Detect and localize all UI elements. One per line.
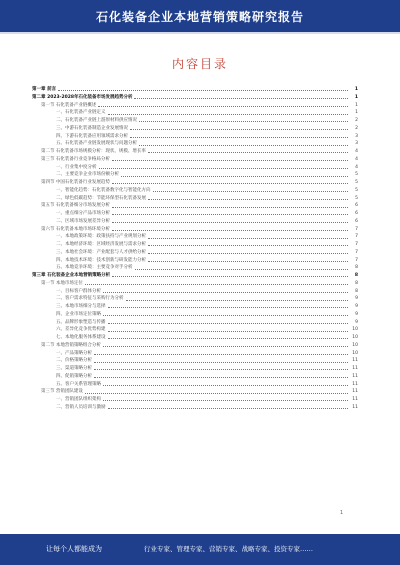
toc-entry-page: 7	[355, 234, 358, 240]
toc-leader-dots	[108, 114, 349, 115]
toc-entry[interactable]	[32, 156, 358, 164]
toc-entry-page: 11	[352, 373, 358, 379]
toc-leader-dots	[148, 261, 348, 262]
toc-entry[interactable]	[32, 388, 358, 396]
toc-entry[interactable]	[32, 226, 358, 234]
toc-entry-page: 7	[355, 242, 358, 247]
toc-entry[interactable]	[32, 86, 358, 94]
toc-entry-page: 10	[352, 342, 358, 348]
toc-entry-page: 7	[355, 226, 358, 232]
toc-leader-dots	[112, 230, 348, 231]
toc-entry-page: 8	[355, 288, 358, 294]
toc-entry-title: 二、石化装备产业链上游原材料供应情况	[56, 118, 137, 123]
toc-entry[interactable]	[32, 257, 358, 265]
toc-entry-title: 五、本地竞争环境：主要竞争对手分析	[56, 265, 133, 271]
toc-leader-dots	[108, 408, 349, 409]
toc-entry-title: 五、客户关系管理策略	[56, 381, 101, 387]
toc-entry-title: 三、本地市场细分与选择	[56, 304, 106, 309]
toc-entry[interactable]	[32, 210, 358, 218]
toc-entry-title: 第五节 石化装备细分市场发展分析	[41, 203, 110, 209]
toc-entry-title: 二、区域市场发展差异分析	[56, 218, 110, 224]
toc-leader-dots	[112, 207, 348, 208]
toc-leader-dots	[94, 377, 348, 378]
toc-entry-page: 1	[354, 87, 358, 92]
toc-entry-page: 1	[355, 110, 358, 116]
toc-entry-title: 第一节 本地市场定位	[41, 280, 83, 286]
toc-entry-page: 7	[355, 257, 358, 263]
toc-entry-page: 4	[355, 164, 358, 170]
toc-entry-title: 六、差异化竞争优势构建	[56, 327, 106, 333]
toc-entry[interactable]	[32, 381, 358, 389]
toc-entry-title: 四、下游石化装备应用领域需求分析	[56, 133, 128, 139]
toc-entry[interactable]	[32, 272, 358, 280]
toc-entry[interactable]	[32, 187, 358, 195]
toc-leader-dots	[139, 145, 348, 146]
toc-entry-page: 9	[355, 304, 358, 309]
toc-entry-title: 第二章 2023-2028年石化装备市场发展趋势分析	[32, 94, 133, 100]
toc-entry-page: 8	[354, 273, 358, 278]
toc-leader-dots	[108, 331, 349, 332]
toc-leader-dots	[112, 183, 348, 184]
toc-entry-page: 7	[355, 249, 358, 255]
toc-entry[interactable]	[32, 179, 358, 187]
toc-entry-title: 第一节 石化装备产业链概述	[41, 102, 97, 108]
toc-entry-title: 一、智能化趋势：石化装备数字化与智能化方向	[56, 187, 151, 193]
toc-entry-page: 9	[355, 296, 358, 302]
toc-entry[interactable]	[32, 342, 358, 350]
toc-entry-page: 6	[355, 211, 358, 216]
toc-entry-title: 第三节 营销团队建设	[41, 389, 83, 395]
toc-entry-page: 10	[352, 350, 358, 356]
toc-leader-dots	[112, 214, 348, 215]
toc-entry[interactable]	[32, 365, 358, 373]
toc-entry-title: 四、促销策略分析	[56, 373, 92, 379]
toc-entry-title: 三、本地社会环境：产业配套与人才供给分析	[56, 249, 146, 255]
toc-entry-title: 二、客户需求特征与采购行为分析	[56, 296, 124, 302]
toc-entry[interactable]	[32, 288, 358, 296]
toc-entry-page: 6	[355, 203, 358, 209]
toc-entry-title: 第三章 石化装备企业本地营销策略分析	[32, 273, 111, 278]
toc-entry-title: 二、绿色低碳趋势：节能环保型石化装备发展	[56, 195, 146, 201]
toc-entry-page: 8	[355, 265, 358, 271]
toc-entry-page: 9	[355, 311, 358, 317]
toc-entry-page: 5	[355, 172, 358, 178]
toc-entry-page: 11	[352, 389, 358, 395]
toc-leader-dots	[126, 300, 349, 301]
toc-entry[interactable]	[32, 218, 358, 226]
toc-entry[interactable]	[32, 311, 358, 319]
toc-entry-title: 一、行业集中度分析	[56, 164, 97, 170]
toc-entry-title: 三、渠道策略分析	[56, 366, 92, 371]
toc-entry-page: 3	[355, 133, 358, 139]
toc-leader-dots	[103, 346, 348, 347]
toc-entry-title: 二、本地经济环境：区域经济发展与需求分析	[56, 242, 146, 247]
toc-entry-title: 二、主要竞争企业市场份额分析	[56, 172, 119, 178]
header-divider	[0, 32, 400, 34]
toc-entry[interactable]	[32, 357, 358, 365]
toc-entry-page: 10	[352, 327, 358, 333]
toc-entry[interactable]	[32, 264, 358, 272]
toc-leader-dots	[148, 238, 348, 239]
toc-entry-page: 5	[355, 187, 358, 193]
toc-entry-page: 6	[355, 218, 358, 224]
toc-entry[interactable]	[32, 373, 358, 381]
toc-entry[interactable]	[32, 195, 358, 203]
page-number: 1	[340, 510, 344, 516]
toc-entry[interactable]	[32, 241, 358, 249]
toc-entry-page: 10	[352, 335, 358, 340]
toc-entry[interactable]	[32, 109, 358, 117]
toc-entry[interactable]	[32, 249, 358, 257]
toc-leader-dots	[108, 307, 349, 308]
toc-entry-title: 五、石化装备产业链发展现状与问题分析	[56, 141, 137, 147]
toc-leader-dots	[58, 90, 348, 91]
toc-entry[interactable]	[32, 280, 358, 288]
toc-entry[interactable]	[32, 125, 358, 133]
toc-entry-title: 四、本地技术环境：技术创新与研发能力分析	[56, 257, 146, 263]
toc-entry-title: 一、营销团队组织架构	[56, 397, 101, 402]
toc-entry-title: 一、本地政策环境：政策扶持与产业规划分析	[56, 234, 146, 240]
toc-entry[interactable]	[32, 171, 358, 179]
toc-leader-dots	[103, 400, 348, 401]
toc-leader-dots	[94, 354, 348, 355]
toc-entry-title: 二、价格策略分析	[56, 358, 92, 364]
toc-entry-page: 3	[355, 141, 358, 147]
toc-entry-title: 第四节 中国石化装备行业发展趋势	[41, 180, 110, 185]
toc-leader-dots	[130, 137, 348, 138]
toc-leader-dots	[103, 292, 348, 293]
toc-entry[interactable]	[32, 396, 358, 404]
toc-entry[interactable]	[32, 334, 358, 342]
toc-entry-title: 第二节 本地营销策略组合分析	[41, 342, 101, 348]
toc-entry[interactable]	[32, 319, 358, 327]
toc-entry-page: 1	[354, 94, 358, 100]
toc-entry-title: 一、重点细分产品市场分析	[56, 211, 110, 216]
toc-leader-dots	[85, 284, 348, 285]
report-title: 石化装备企业本地营销策略研究报告	[95, 10, 304, 24]
toc-entry-page: 11	[352, 366, 358, 371]
toc-leader-dots	[134, 98, 348, 99]
toc-entry-page: 11	[352, 404, 358, 410]
toc-heading: 内容目录	[171, 57, 228, 71]
toc-entry[interactable]	[32, 350, 358, 358]
toc-leader-dots	[148, 245, 348, 246]
toc-leader-dots	[108, 338, 349, 339]
toc-leader-dots	[94, 362, 348, 363]
toc-leader-dots	[112, 160, 348, 161]
toc-entry-page: 2	[355, 118, 358, 123]
toc-entry[interactable]	[32, 404, 358, 412]
footer-slogan-right: 行业专家、管理专家、营销专家、战略专家、投资专家……	[144, 545, 313, 553]
toc-entry-title: 七、本地化服务体系建设	[56, 335, 106, 340]
toc-entry[interactable]	[32, 94, 358, 102]
toc-entry-page: 11	[352, 397, 358, 402]
toc-leader-dots	[153, 191, 349, 192]
toc-entry-page: 11	[352, 358, 358, 364]
toc-entry-page: 9	[355, 319, 358, 325]
toc-leader-dots	[112, 276, 348, 277]
toc-entry[interactable]	[32, 202, 358, 210]
toc-entry-page: 11	[352, 381, 358, 387]
toc-entry[interactable]	[32, 148, 358, 156]
toc-leader-dots	[135, 269, 349, 270]
toc-entry[interactable]	[32, 164, 358, 172]
toc-entry[interactable]	[32, 117, 358, 125]
toc-leader-dots	[103, 315, 348, 316]
toc-entry-title: 二、营销人员培训与激励	[56, 404, 106, 410]
toc-entry[interactable]	[32, 133, 358, 141]
toc-entry-page: 4	[355, 149, 358, 154]
toc-leader-dots	[103, 385, 348, 386]
report-header	[0, 0, 400, 32]
toc-entry-page: 5	[355, 180, 358, 185]
toc-entry-page: 1	[355, 102, 358, 108]
toc-entry-page: 2	[355, 125, 358, 131]
toc-leader-dots	[148, 253, 348, 254]
page-footer	[0, 534, 400, 565]
toc-entry[interactable]	[32, 102, 358, 110]
toc-entry-page: 4	[355, 156, 358, 162]
toc-entry-title: 一、产品策略分析	[56, 350, 92, 356]
toc-entry-title: 第一章 前言	[32, 87, 57, 92]
toc-entry-title: 第二节 石化装备市场规模分析：现状、规模、增长率	[41, 149, 146, 154]
toc-entry-title: 第六节 石化装备本地市场环境分析	[41, 226, 110, 232]
toc-entry-title: 五、品牌形象塑造与传播	[56, 319, 106, 325]
toc-entry[interactable]	[32, 303, 358, 311]
toc-leader-dots	[130, 129, 348, 130]
toc-leader-dots	[139, 121, 348, 122]
toc-leader-dots	[94, 369, 348, 370]
toc-leader-dots	[112, 222, 348, 223]
toc-entry[interactable]	[32, 295, 358, 303]
toc-entry[interactable]	[32, 140, 358, 148]
toc-entry-title: 一、目标客户群体分析	[56, 288, 101, 294]
toc-entry-title: 第三节 石化装备行业竞争格局分析	[41, 156, 110, 162]
footer-slogan-left: 让每个人都能成为	[46, 545, 102, 553]
toc-leader-dots	[148, 199, 348, 200]
toc-leader-dots	[108, 323, 349, 324]
toc-entry-title: 四、企业市场定位策略	[56, 311, 101, 317]
toc-leader-dots	[98, 106, 348, 107]
toc-entry[interactable]	[32, 233, 358, 241]
toc-leader-dots	[85, 393, 348, 394]
toc-leader-dots	[121, 176, 348, 177]
table-of-contents	[32, 86, 358, 412]
toc-entry-title: 三、中游石化装备制造企业发展情况	[56, 125, 128, 131]
toc-leader-dots	[148, 152, 348, 153]
toc-leader-dots	[99, 168, 349, 169]
toc-entry-title: 一、石化装备产业链定义	[56, 110, 106, 116]
toc-entry-page: 5	[355, 195, 358, 201]
toc-entry-page: 8	[355, 280, 358, 286]
toc-entry[interactable]	[32, 326, 358, 334]
